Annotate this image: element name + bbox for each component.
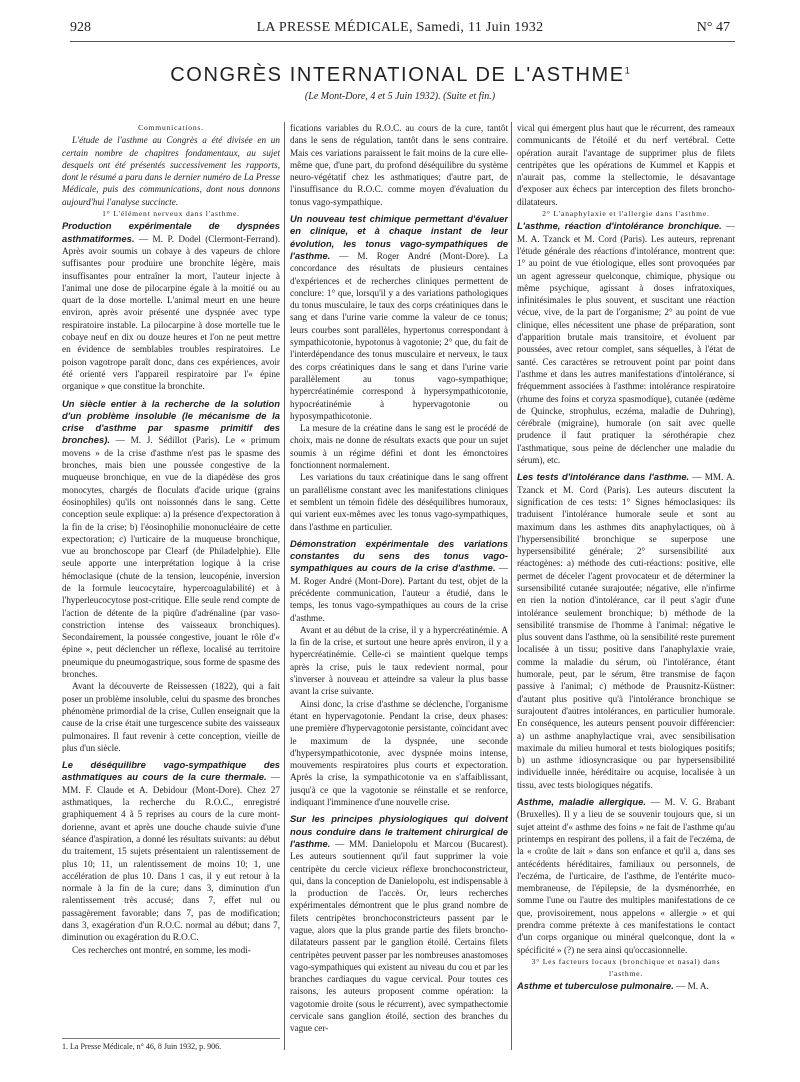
column-divider-2 xyxy=(511,122,512,1050)
andre2-text-3: Ainsi donc, la crise d'asthme se déclenche, l'organisme étant en hypervagotonie. Pendant la crise, deux phases: une première d'hypervagotonie persistante, coïncidant avec le maximum de la dyspnée, une seconde d'hypersympathicotonie, avec dyspnée moins intense, mouvements respiratoires plus courts et expectoration. Après la crise, la sympathicotonie va en s'affaiblissant, jusqu'à ce que la vagotonie se réinstalle et se renforce, indiquant l'imminence d'une nouvelle crise. xyxy=(290,698,508,808)
column-1 xyxy=(62,122,280,1052)
claude-author: — MM. F. Claude et A. Debidour (Mont-Dore). xyxy=(62,772,280,795)
running-header xyxy=(70,20,730,40)
communications-heading: Communications. xyxy=(138,123,204,132)
title-footnote-mark: 1 xyxy=(624,65,630,76)
danielopolu-heading: Sur les principes physiologiques qui doivent nous conduire dans le traitement chirurgical de l'asthme. xyxy=(290,813,508,849)
tzanck1-heading: L'asthme, réaction d'intolérance bronchique. xyxy=(517,220,722,232)
sedillot-abstract xyxy=(62,398,280,681)
andre1-text-3: Les variations du taux créatinique dans le sang offrent un parallélisme constant avec les manifestations cliniques et semblent un témoin fidèle des déséquilibres humoraux, qui varient eux-mêmes avec les tonus vago-sympathiques, dans l'asthme en particulier. xyxy=(290,472,508,532)
column-divider-1 xyxy=(284,122,285,1050)
tzanck2-author: — MM. A. Tzanck et M. Cord (Paris). xyxy=(517,472,735,495)
tzanck1-author: — M. A. Tzanck et M. Cord (Paris). xyxy=(517,221,735,244)
page-number: 928 xyxy=(70,20,91,35)
section-1-title: 1° L'élément nerveux dans l'asthme. xyxy=(102,209,240,219)
article-subtitle: (Le Mont-Dore, 4 et 5 Juin 1932). (Suite et fin.) xyxy=(304,91,496,102)
tzanck2-heading: Les tests d'intolérance dans l'asthme. xyxy=(517,471,690,483)
sedillot-text-2: Avant la découverte de Reissessen (1822), qui a fait poser un problème insoluble, celui du spasme des bronches phénomène primordial de la crise, Cullen enseignait que la cause de la crise était une turgescence subite des vaisseaux pulmonaires. Il faut revenir à cette conception, vieille de plus d'un siècle. xyxy=(62,681,280,753)
andre1-text: La concordance des résultats de plusieurs centaines d'expériences et de recherches cliniques permettent de conclure: 1° que, lorsqu'il y a des variations pathologiques du tonus musculaire, le taux des corps créatiniques dans le sang et dans l'urine varie comme la valeur de ce tonus; leurs courbes sont parallèles, hypertonus correspondant à sympathicotonie, hypotonus à vagotonie; 2° que, du fait de l'interdépendance des tonus musculaire et nerveux, le taux des corps créatiniques dans le sang et dans l'urine varie parallèlement au tonus vago-sympathique; hypercréatinémie correspond à hypersympathicotonie, hypocréatinémie à hypervagotonie ou hyposympathicotonie. xyxy=(290,250,508,421)
andre2-heading: Démonstration expérimentale des variations constantes du sens des tonus vago-sympathiques au cours de la crise d'asthme. xyxy=(290,537,508,574)
footnote: 1. La Presse Médicale, n° 46, 8 Juin 1932, p. 906. xyxy=(62,1038,280,1051)
column-2 xyxy=(290,122,508,1077)
claude-heading: Le déséquilibre vago-sympathique des asthmatiques au cours de la cure thermale. xyxy=(62,759,280,783)
andre1-text-2: La mesure de la créatine dans le sang est le procédé de choix, mais ne donne de résultats exacts que pour un sujet soumis à un régime défini et dont les émonctoires fonctionnent normalement. xyxy=(290,423,508,471)
column-3 xyxy=(517,122,735,1062)
article-title: CONGRÈS INTERNATIONAL DE L'ASTHME$^1$ xyxy=(170,64,630,86)
sedillot-heading: Un siècle entier à la recherche de la solution d'un problème insoluble (le mécanisme de la crise d'asthme par spasme primitif des bronches). xyxy=(62,397,280,446)
tzanck1-abstract xyxy=(517,220,735,466)
dodel-text: Après avoir soumis un cobaye à des vapeurs de chlore suffisantes pour produire une bronchite légère, mais insuffisantes pour entraîner la mort, l'auteur injecte à l'animal une dose de pilocarpine égale à la moitié ou au quart de la dose mortelle. L'animal meurt en une heure environ, après avoir présenté une dyspnée avec type respiratoire instable. La pilocarpine à dose mortelle tue le cobaye neuf en dix ou douze heures et l'on ne peut mettre en évidence de semblables troubles respiratoires. Le poison vagotrope paraît donc, dans ces expériences, avoir été orienté vers l'appareil respiratoire par l'« épine organique » que constitue la bronchite. xyxy=(62,245,280,392)
brabant-heading: Asthme, maladie allergique. xyxy=(517,796,646,808)
intro-paragraph: L'étude de l'asthme au Congrès a été divisée en un certain nombre de chapitres fondamentaux, au sujet desquels ont été présentés successivement les rapports, dont le résumé a paru dans le dernier numéro de La Presse Médicale, puis des communications, dont nous donnons aujourd'hui l'analyse succincte. xyxy=(62,135,280,207)
claude-text-2: Ces recherches ont montré, en somme, les modi- xyxy=(72,944,251,955)
danielopolu-abstract xyxy=(290,813,508,1034)
tzanck2-abstract xyxy=(517,471,735,791)
sedillot-author: — M. J. Sédillot (Paris). xyxy=(115,435,220,446)
danielopolu-continuation: vical qui émergent plus haut que le récurrent, des rameaux communicants de l'étoilé et du nerf vertébral. Cette opération aurait l'avantage de supprimer plus de filets centripètes que les opérations de Kummel et Kappis et n'aurait pas, comme la stellectomie, le désavantage d'exposer aux échecs par interception des filets broncho-dilatateurs. xyxy=(517,123,735,207)
dodel-abstract xyxy=(62,220,280,392)
sedillot-text: Le « primum movens » de la crise d'asthme n'est pas le spasme des bronches, mais bien une poussée congestive de la muqueuse bronchique, en vue de la diapédèse des gros monocytes, chargés de floculats d'acide urique (grains éosinophiles) qu'ils ont noissonnés dans le sang. Cette conception seule explique: a) la présence d'expectoration à la fin de la crise; b) l'éosinophilie mononucléaire de cette expectoration; c) l'urticaire de la muqueuse bronchique, vue au bronchoscope par Clearf (de Philadelphie). Elle seule apporte une interprétation logique à la crise hémoclasique (chute de la tension, leucopénie, inversion de la formule leucocytaire, hypercoagulabilité) et à l'hyperleucocytose post-critique. Elle seule rend compte de l'action de détente de la piqûre d'adrénaline (par vaso-constriction intense des vaisseaux bronchiques). Secondairement, la poussée congestive, jouant le rôle d'« épine », peut déclencher un réflexe, localisé au territoire pneumique du pneumogastrique, sous forme de spasme des bronches. xyxy=(62,435,280,680)
last-author: — M. A. xyxy=(676,981,709,992)
journal-line: LA PRESSE MÉDICALE, Samedi, 11 Juin 1932 xyxy=(256,20,544,35)
andre2-abstract xyxy=(290,538,508,624)
danielopolu-author: — MM. Danielopolu et Marcou (Bucarest). xyxy=(335,838,508,849)
andre2-text-2: Avant et au début de la crise, il y a hypercréatinémie. A la fin de la crise, et surtout une heure après environ, il y a hypercréatinémie. Celle-ci se maintient quelque temps après la crise, puis le taux redevient normal, pour s'inverser à nouveau et atteindre sa valeur la plus basse avant la crise suivante. xyxy=(290,624,508,697)
andre2-text: Partant du test, objet de la précédente communication, l'auteur a étudié, dans le temps, les tonus vago-sympathiques au cours de la crise d'asthme. xyxy=(290,575,508,623)
dodel-heading: Production expérimentale de dyspnées asthmatiformes. xyxy=(62,220,280,244)
andre1-heading: Un nouveau test chimique permettant d'évaluer en clinique, et à chaque instant de leur évolution, les tonus vago-sympathiques de l'asthme. xyxy=(290,213,508,261)
tzanck1-text: Les auteurs, reprenant l'étude générale des réactions d'intolérance, montrent que: 1° au point de vue étiologique, elles sont provoquées par un agent agresseur quelconque, chimique, physique ou même psychique, agissant à doses infratoxiques, infinitésimales le plus souvent, et suscitant une réaction vécue, vive, de la part de l'organisme; 2° au point de vue clinique, elles nécessitent une phase de préparation, sont d'apparition brutale mais transitoire, et évoluent par poussées, avec retour complet, sans séquelles, à l'état de santé. Ces caractères se retrouvent point par point dans l'asthme et dans les autres manifestations d'intolérance, si fréquemment associées à l'asthme: intolérance respiratoire (rhume des foins et coryza spasmodique), cutanée (œdème de Quincke, strophulus, eczéma, maladie de Duhring), cérébrale (migraine), humorale (on sait avec quelle prudence il faut pratiquer la sérothérapie chez l'asthmatique, sous peine de déclencher une maladie du sérum), etc. xyxy=(517,233,735,466)
andre1-author: — M. Roger André (Mont-Dore). xyxy=(339,250,490,261)
danielopolu-text: Les auteurs soutiennent qu'il faut supprimer la voie centripète du cercle vicieux réflexe bronchoconstricteur, qui, dans la conception de Danielopolu, est indispensable à la production de l'accès. Or, leurs recherches expérimentales démontrent que le plus grand nombre de filets centripètes bronchoconstricteurs passent par le vague, alors que la plus grande partie des filets broncho-dilatateurs passent par le ganglion étoilé. Certains filets centripètes peuvent passer par les nombreuses anastomoses vago-sympathiques qui existent au niveau du cou et par les branches cardiaques du vague cervical. Pour toutes ces raisons, les auteurs proposent comme opération: la vagotomie droite (sous le récurrent), avec sympathectomie cervicale sans ganglion étoilé, section des branches du vague cer- xyxy=(290,851,508,1034)
issue-number: N° 47 xyxy=(696,20,730,35)
section-3-title: 3° Les facteurs locaux (bronchique et nasal) dans l'asthme. xyxy=(531,956,721,979)
claude-abstract xyxy=(62,759,280,943)
dodel-author: — M. P. Dodel (Clermont-Ferrand). xyxy=(138,233,280,244)
brabant-text: Il y a lieu de se souvenir toujours que, si un sujet atteint d'« asthme des foins » ne fait de l'asthme qu'au printemps en respirant des pollens, il a fait de l'eczéma, de la « croûte de lait » dans son enfance et qu'il a, dans ses antécédents héréditaires, familiaux ou personnels, de l'eczéma, de l'urticaire, de l'asthme, de l'entérite muco-membraneuse, de l'épilepsie, de la dysménorrhée, en somme l'une ou l'autre des multiples manifestations de ce que, provisoirement, nous appelons « allergie » et qui prendra comme prétexte à ces manifestations le contact d'un corps organique ou minéral quelconque, dont la « spécificité » (?) ne sera ainsi qu'occasionnelle. xyxy=(517,809,735,955)
brabant-abstract xyxy=(517,796,735,956)
tzanck2-text: Les auteurs discutent la signification de ces tests: 1° Signes hémoclasiques: ils traduisent l'intolérance humorale seule et sont au maximum dans les asthmes dits anaphylactiques, où à l'hypersensibilité bronchique se superpose une hypersensibilité générale; 2° sursensibilité aux réactogènes: a) méthode des cuti-réactions: positive, elle permet de déceler l'agent provocateur et de déterminer la sursensibilité cutanée surajoutée; négative, elle n'infirme en rien la notion d'intolérance, car il peut s'agir d'une intolérance seulement bronchique; b) méthode de la sensibilité transmise de l'homme à l'animal: négative le plus souvent dans l'asthme, où la sensibilité reste purement localisée à un tissu; positive dans l'anaphylaxie vraie, comme la maladie du sérum, où l'intolérance, étant humorale, peut, par le sérum, être transmise de façon passive à l'animal; c) méthode de Prausnitz-Küstner: d'autant plus positive qu'à l'intolérance bronchique se surajoutent d'autres intolérances, en particulier humorale. En conséquence, les auteurs pensent pouvoir différencier: a) un asthme anaphylactique vrai, avec sensibilisation maximale du milieu humoral et tests biologiques positifs; b) un asthme idiosyncrasique ou par hypersensibilité individuelle innée, héréditaire ou acquise, localisée à un tissu, avec tests biologiques négatifs. xyxy=(517,484,735,790)
section-2-title: 2° L'anaphylaxie et l'allergie dans l'asthme. xyxy=(542,209,710,219)
andre1-abstract xyxy=(290,213,508,422)
andre2-author: — M. Roger André (Mont-Dore). xyxy=(290,563,508,586)
header-rule xyxy=(70,41,735,42)
claude-text: Chez 27 asthmatiques, la recherche du R.O.C., enregistré graphiquement 4 à 5 reprises au cours de la cure mont-dorienne, avant et après une douche chaude suivie d'une séance d'aspiration, a donné les résultats suivants: au début du traitement, 15 sujets présentaient un ralentissement de plus 10; 11, un ralentissement de moins 10; 1, une accélération de plus 10. Dans 1 cas, il y eut retour à la normale à la fin de la cure; dans 3, diminution d'un ralentissement très accusé; dans 7, effet nul ou passagèrement favorable; dans 7, pas de modification; dans 3, exagération d'un R.O.C. normal au début; dans 7, diminution ou exagération du R.O.C. xyxy=(62,784,280,943)
brabant-author: — M. V. G. Brabant (Bruxelles). xyxy=(517,797,735,820)
last-heading: Asthme et tuberculose pulmonaire. xyxy=(517,980,674,992)
last-abstract xyxy=(517,980,735,992)
claude-continuation: fications variables du R.O.C. au cours de la cure, tantôt dans le sens de régulation, tantôt dans le sens contraire. Mais ces variations paraissent le fait moins de la cure elle-même que, d'une part, du profond déséquilibre du système neuro-végétatif chez les asthmatiques; d'autre part, de l'insuffisance du R.O.C. comme moyen d'évaluation du tonus vago-sympathique. xyxy=(290,123,508,207)
